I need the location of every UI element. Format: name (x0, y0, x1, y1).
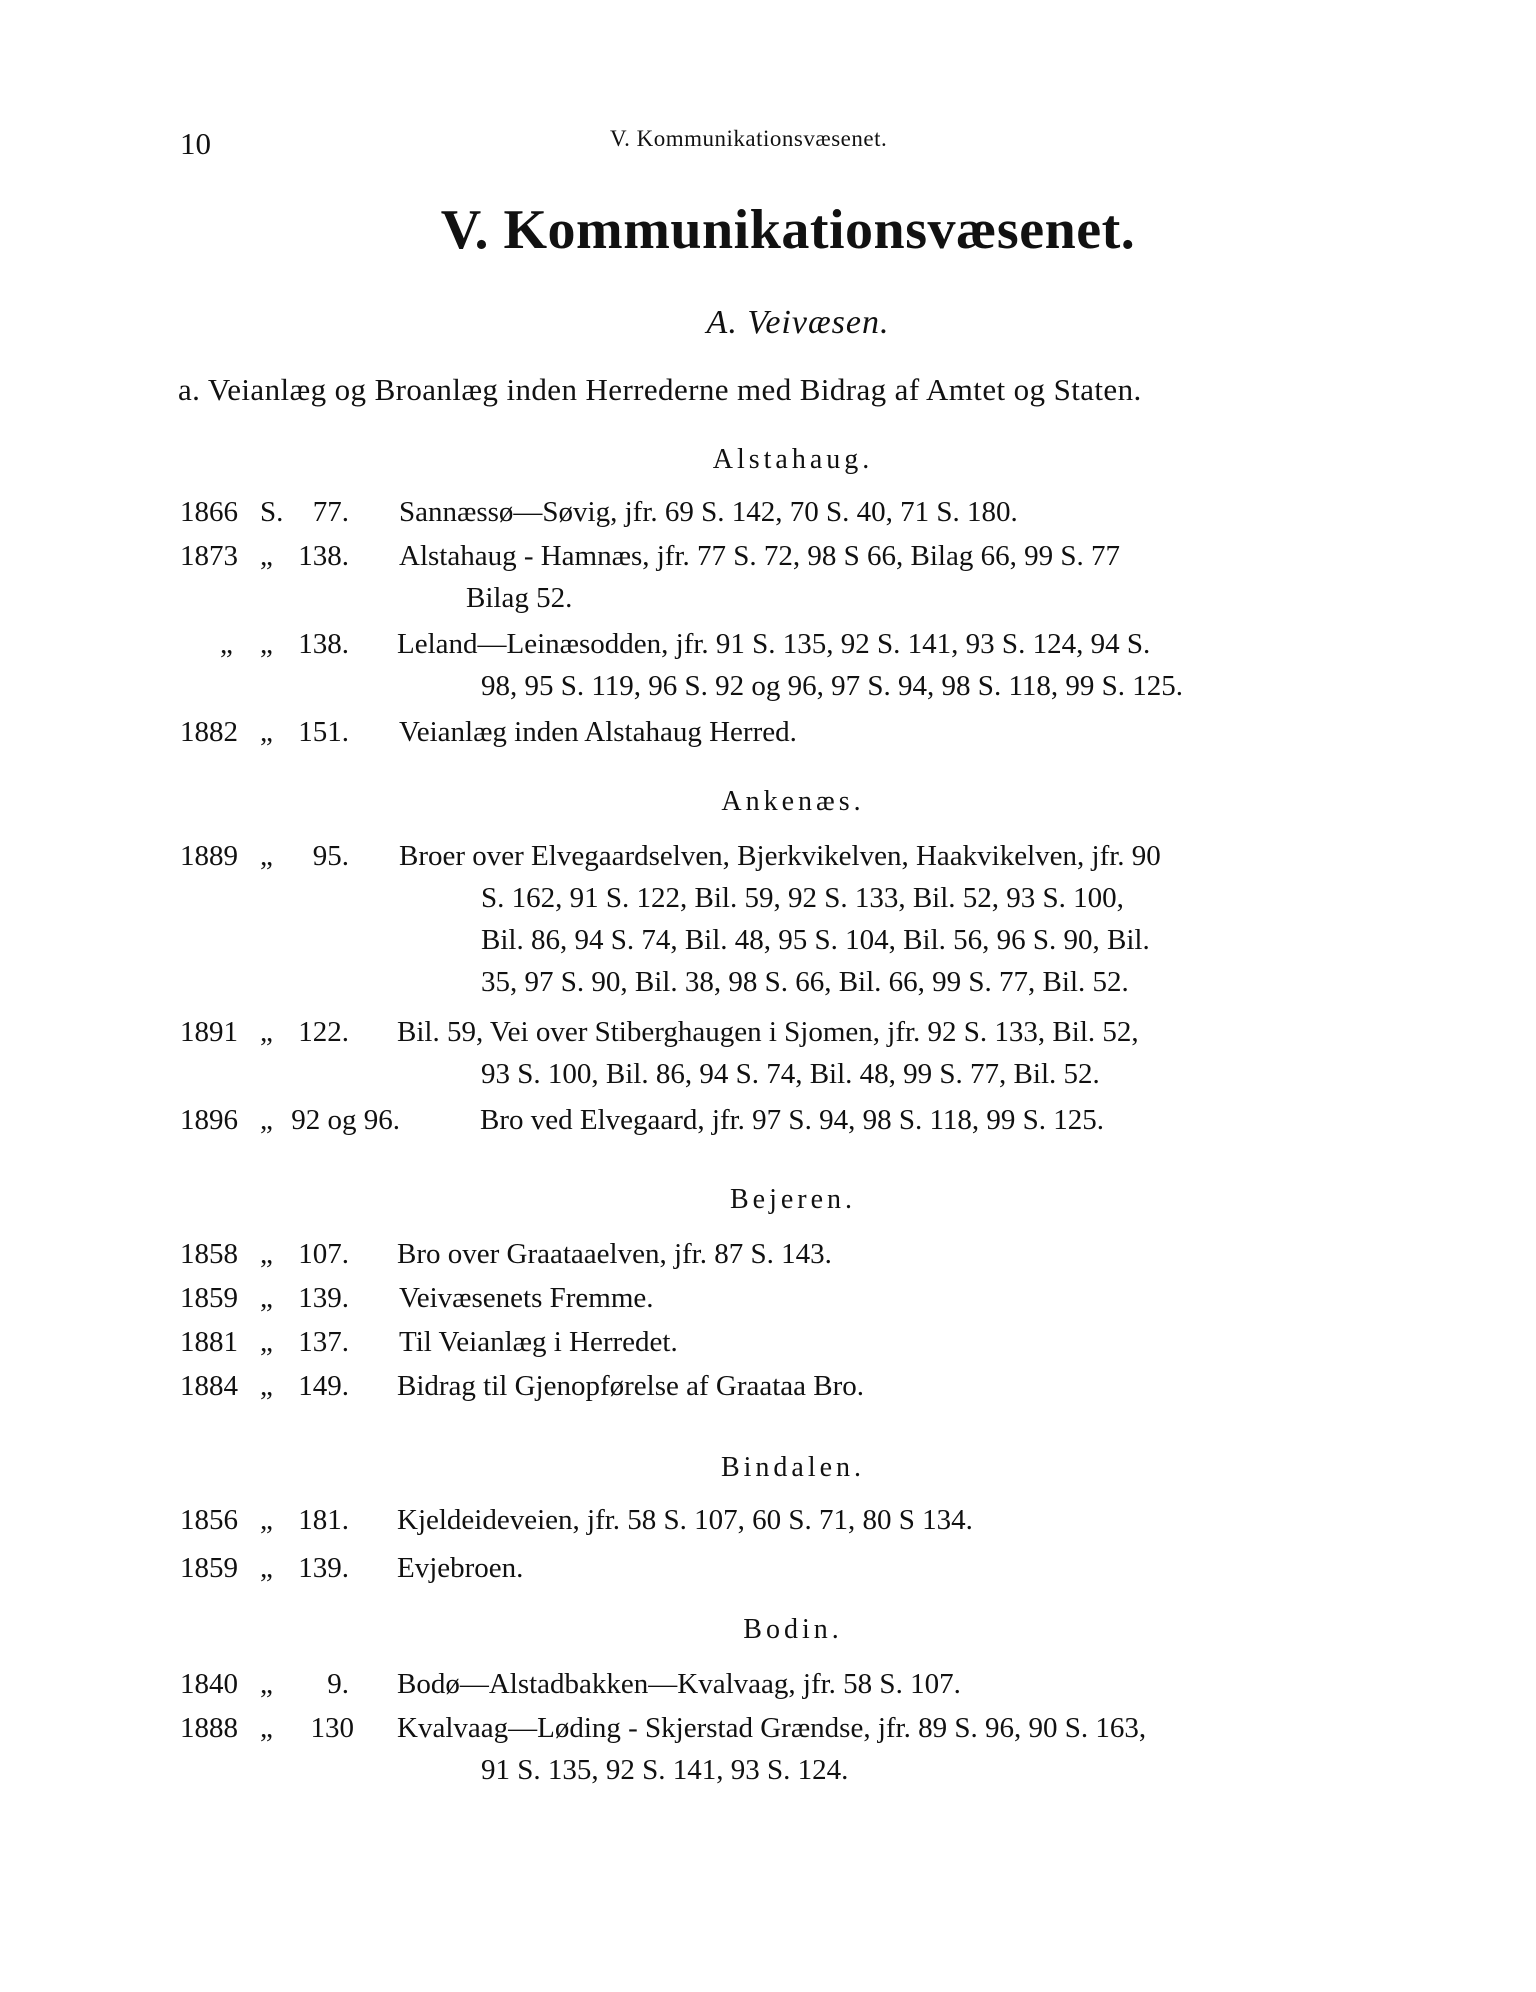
entry (180, 540, 1400, 624)
entry-ditto: „ (260, 716, 273, 748)
entry-year: 1858 (180, 1238, 238, 1270)
entry-ditto: S. (260, 496, 284, 528)
entry-text-continuation: S. 162, 91 S. 122, Bil. 59, 92 S. 133, Bil. 52, 93 S. 100, (481, 882, 1124, 914)
district-heading-bodin: Bodin. (743, 1614, 843, 1645)
district-heading-alstahaug: Alstahaug. (712, 444, 874, 475)
entry-page-ref: 151. (298, 716, 349, 748)
entry-text: Bodø—Alstadbakken—Kvalvaag, jfr. 58 S. 107. (397, 1668, 961, 1700)
district-heading-bindalen: Bindalen. (720, 1452, 866, 1483)
entry-text: Veivæsenets Fremme. (399, 1282, 654, 1314)
entry (180, 628, 1400, 712)
entry-page-ref: 122. (298, 1016, 349, 1048)
page-number: 10 (180, 126, 211, 161)
entry-text: Bil. 59, Vei over Stiberghaugen i Sjomen, jfr. 92 S. 133, Bil. 52, (397, 1016, 1139, 1048)
entry-ditto: „ (260, 1712, 273, 1744)
entry-text-continuation: 98, 95 S. 119, 96 S. 92 og 96, 97 S. 94, 98 S. 118, 99 S. 125. (481, 670, 1183, 702)
subsection-title: a. Veianlæg og Broanlæg inden Herrederne med Bidrag af Amtet og Staten. (178, 372, 1142, 407)
entry-year: 1859 (180, 1282, 238, 1314)
entry-year: „ (220, 628, 233, 660)
entry-page-ref: 139. (298, 1282, 349, 1314)
entry-page-ref: 130 (310, 1712, 354, 1744)
entry-page-ref: 138. (298, 540, 349, 572)
entry-page-ref: 138. (298, 628, 349, 660)
entry (180, 1504, 1400, 1546)
entry (180, 1282, 1400, 1324)
entry-text: Evjebroen. (397, 1552, 524, 1584)
entry-text: Broer over Elvegaardselven, Bjerkvikelven, Haakvikelven, jfr. 90 (399, 840, 1161, 872)
entry-text: Veianlæg inden Alstahaug Herred. (399, 716, 797, 748)
entry-year: 1866 (180, 496, 238, 528)
entry-year: 1884 (180, 1370, 238, 1402)
entry-ditto: „ (260, 1504, 273, 1536)
entry-page-ref: 107. (298, 1238, 349, 1270)
entry (180, 716, 1400, 758)
entry-page-ref: 137. (298, 1326, 349, 1358)
entry (180, 1016, 1400, 1100)
chapter-title: V. Kommunikationsvæsenet. (440, 199, 1136, 261)
entry-year: 1840 (180, 1668, 238, 1700)
entry-text-continuation: Bil. 86, 94 S. 74, Bil. 48, 95 S. 104, Bil. 56, 96 S. 90, Bil. (481, 924, 1150, 956)
entry-year: 1859 (180, 1552, 238, 1584)
entry (180, 1326, 1400, 1368)
entry-year: 1888 (180, 1712, 238, 1744)
entry-year: 1856 (180, 1504, 238, 1536)
entry-ditto: „ (260, 628, 273, 660)
entry-ditto: „ (260, 1552, 273, 1584)
entry-text: Bro over Graataaelven, jfr. 87 S. 143. (397, 1238, 832, 1270)
entry-text: Sannæssø—Søvig, jfr. 69 S. 142, 70 S. 40, 71 S. 180. (399, 496, 1018, 528)
entry-text-continuation: Bilag 52. (466, 582, 573, 614)
entry (180, 1238, 1400, 1280)
entry-year: 1873 (180, 540, 238, 572)
entry-ditto: „ (260, 1238, 273, 1270)
entry-text: Bidrag til Gjenopførelse af Graataa Bro. (397, 1370, 865, 1402)
entry (180, 1104, 1400, 1146)
entry-text-continuation: 93 S. 100, Bil. 86, 94 S. 74, Bil. 48, 99 S. 77, Bil. 52. (481, 1058, 1100, 1090)
entry-text: Bro ved Elvegaard, jfr. 97 S. 94, 98 S. 118, 99 S. 125. (480, 1104, 1104, 1136)
entry-ditto: „ (260, 1370, 273, 1402)
entry-page-ref: 139. (298, 1552, 349, 1584)
entry-text: Kjeldeideveien, jfr. 58 S. 107, 60 S. 71, 80 S 134. (397, 1504, 973, 1536)
entry-ditto: „ (260, 840, 273, 872)
entry-year: 1896 (180, 1104, 238, 1136)
entry-ditto: „ (260, 1668, 273, 1700)
district-heading-bejeren: Bejeren. (729, 1184, 857, 1215)
entry (180, 1668, 1400, 1710)
entry-ditto: „ (260, 540, 273, 572)
entry (180, 496, 1400, 538)
running-title: V. Kommunikationsvæsenet. (610, 126, 888, 151)
entry-ditto: „ (260, 1282, 273, 1314)
entry-year: 1891 (180, 1016, 238, 1048)
entry-page-ref: 181. (298, 1504, 349, 1536)
entry-ditto: „ (260, 1104, 273, 1136)
entry (180, 840, 1400, 1008)
entry-text: Leland—Leinæsodden, jfr. 91 S. 135, 92 S. 141, 93 S. 124, 94 S. (397, 628, 1151, 660)
entry-ditto: „ (260, 1016, 273, 1048)
district-heading-ankenaes: Ankenæs. (721, 786, 865, 817)
entry-page-ref: 9. (327, 1668, 349, 1700)
entry-text: Til Veianlæg i Herredet. (399, 1326, 678, 1358)
entry-page-ref: 95. (312, 840, 349, 872)
entry-page-ref: 77. (312, 496, 349, 528)
running-head (180, 126, 1380, 166)
entry (180, 1552, 1400, 1594)
entry-year: 1882 (180, 716, 238, 748)
entry-page-ref: 92 og 96. (291, 1104, 400, 1136)
entry-year: 1889 (180, 840, 238, 872)
entry-ditto: „ (260, 1326, 273, 1358)
entry-text-continuation: 35, 97 S. 90, Bil. 38, 98 S. 66, Bil. 66, 99 S. 77, Bil. 52. (481, 966, 1129, 998)
entry-page-ref: 149. (298, 1370, 349, 1402)
entry-year: 1881 (180, 1326, 238, 1358)
entry-text-continuation: 91 S. 135, 92 S. 141, 93 S. 124. (481, 1754, 849, 1786)
entry-text: Alstahaug - Hamnæs, jfr. 77 S. 72, 98 S 66, Bilag 66, 99 S. 77 (399, 540, 1120, 572)
section-title: A. Veivæsen. (706, 304, 890, 341)
entry-text: Kvalvaag—Løding - Skjerstad Grændse, jfr. 89 S. 96, 90 S. 163, (397, 1712, 1147, 1744)
entry (180, 1370, 1400, 1412)
entry (180, 1712, 1400, 1796)
